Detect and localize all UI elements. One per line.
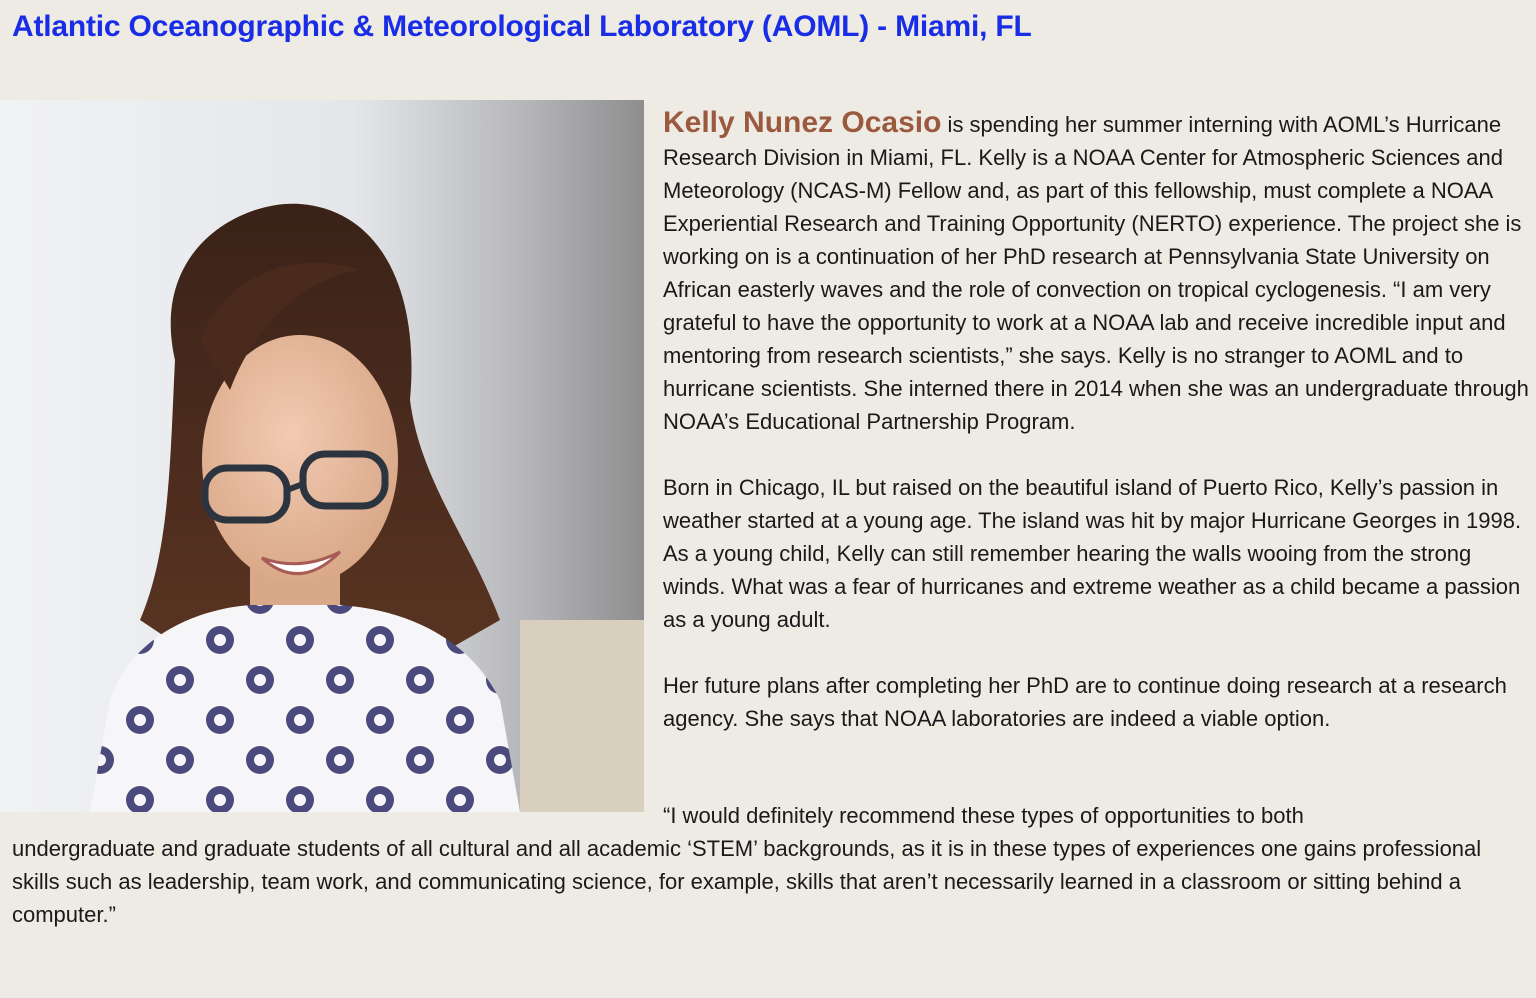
quote-rest: undergraduate and graduate students of all cultural and all academic ‘STEM’ backgrounds, as it is in these types of experiences one gains professional skills such as leadership, team work, and communicating science, for example, skills that aren’t necessarily learned in a classroom or sitting behind a computer.” <box>12 836 1482 927</box>
portrait-photo <box>0 100 644 812</box>
page-title: Atlantic Oceanographic & Meteorological Laboratory (AOML) - Miami, FL <box>12 10 1032 43</box>
bio-paragraph-3: Her future plans after completing her PhD are to continue doing research at a research agency. She says that NOAA laboratories are indeed a viable option. <box>663 673 1507 731</box>
bio-paragraph-1-text: is spending her summer interning with AOML’s Hurricane Research Division in Miami, FL. Kelly is a NOAA Center for Atmospheric Sciences and Meteorology (NCAS-M) Fellow and, as part of this fellowship, must complete a NOAA Experiential Research and Training Opportunity (NERTO) experience. The project she is working on is a continuation of her PhD research at Pennsylvania State University on African easterly waves and the role of convection on tropical cyclogenesis. “I am very grateful to have the opportunity to work at a NOAA lab and receive incredible input and mentoring from research scientists,” she says. Kelly is no stranger to AOML and to hurricane scientists. She interned there in 2014 when she was an undergraduate through NOAA’s Educational Partnership Program. <box>663 112 1529 434</box>
intern-name: Kelly Nunez Ocasio <box>663 106 942 139</box>
bio-paragraph-1 <box>663 106 1529 438</box>
bio-text <box>663 106 1529 735</box>
quote-lead: “I would definitely recommend these types of opportunities to both <box>663 803 1304 828</box>
bio-paragraph-2: Born in Chicago, IL but raised on the beautiful island of Puerto Rico, Kelly’s passion in weather started at a young age. The island was hit by major Hurricane Georges in 1998. As a young child, Kelly can still remember hearing the walls wooing from the strong winds. What was a fear of hurricanes and extreme weather as a child became a passion as a young adult. <box>663 475 1522 632</box>
